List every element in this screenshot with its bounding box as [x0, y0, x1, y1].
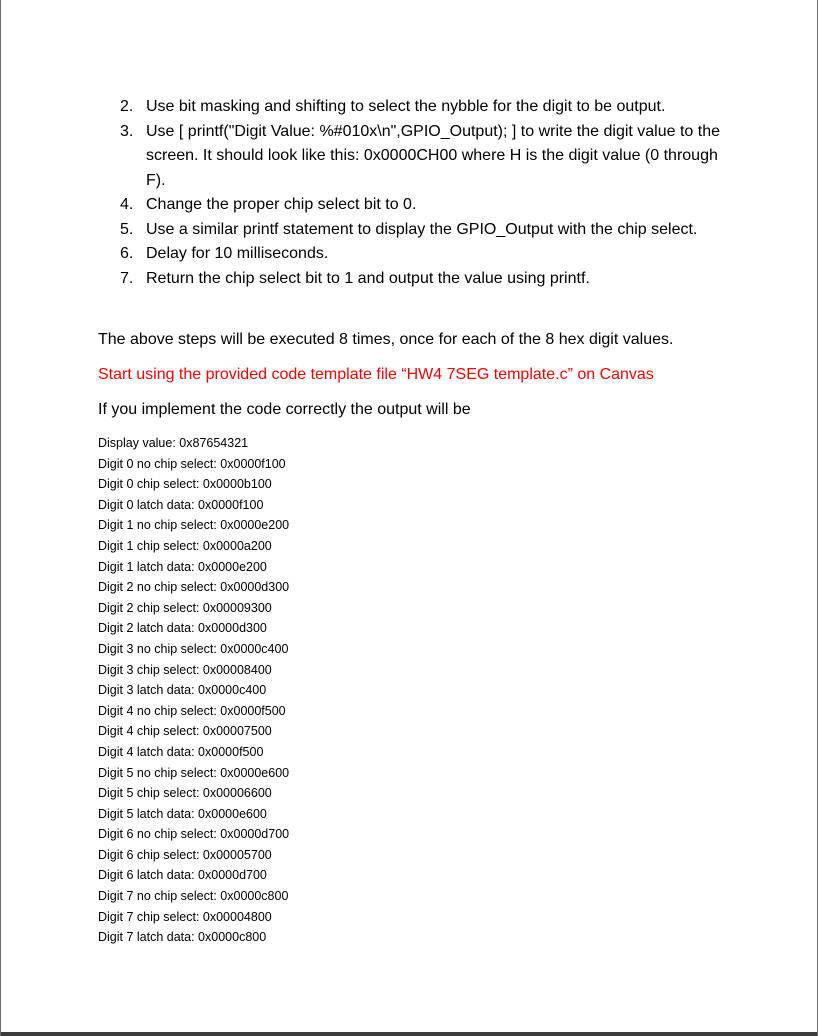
output-line: Digit 3 no chip select: 0x0000c400: [98, 641, 289, 656]
step-item: [98, 120, 738, 194]
step-text: Return the chip select bit to 1 and output the value using printf.: [146, 269, 590, 287]
step-number: 5.: [120, 220, 134, 238]
output-intro-paragraph: If you implement the code correctly the output will be: [98, 401, 471, 418]
output-line: Digit 3 chip select: 0x00008400: [98, 662, 272, 677]
output-line: Digit 5 no chip select: 0x0000e600: [98, 765, 290, 780]
repeat-paragraph: The above steps will be executed 8 times, once for each of the 8 hex digit values.: [98, 331, 674, 348]
page-bottom-border: [1, 1032, 817, 1036]
step-item: [98, 267, 738, 292]
output-line: Digit 7 latch data: 0x0000c800: [98, 930, 267, 945]
step-text: Use [ printf("Digit Value: %#010x\n",GPIO_Output); ] to write the digit value to the screen. It should look like this: 0x0000CH00 where H is the digit value (0 through F).: [146, 122, 721, 189]
output-line: Digit 7 no chip select: 0x0000c800: [98, 889, 289, 904]
output-line: Digit 4 chip select: 0x00007500: [98, 724, 272, 739]
output-line: Digit 1 no chip select: 0x0000e200: [98, 518, 290, 533]
output-line: Digit 1 chip select: 0x0000a200: [98, 538, 272, 553]
step-text: Use a similar printf statement to display the GPIO_Output with the chip select.: [146, 220, 698, 238]
output-line: Digit 3 latch data: 0x0000c400: [98, 683, 267, 698]
step-text: Delay for 10 milliseconds.: [146, 245, 329, 262]
output-line: Digit 0 chip select: 0x0000b100: [98, 477, 272, 492]
output-line: Digit 4 latch data: 0x0000f500: [98, 744, 264, 759]
step-text: Use bit masking and shifting to select the nybble for the digit to be output.: [146, 98, 666, 115]
step-number: 2.: [120, 98, 134, 115]
output-line: Digit 6 no chip select: 0x0000d700: [98, 827, 290, 842]
output-line: Digit 2 latch data: 0x0000d300: [98, 621, 267, 636]
template-notice: Start using the provided code template file “HW4 7SEG template.c” on Canvas: [98, 366, 654, 383]
output-line: Digit 6 latch data: 0x0000d700: [98, 868, 267, 883]
output-line: Digit 1 latch data: 0x0000e200: [98, 559, 267, 574]
output-line: Digit 2 no chip select: 0x0000d300: [98, 580, 290, 595]
step-item: [98, 193, 738, 218]
output-line: Display value: 0x87654321: [98, 436, 249, 450]
step-number: 7.: [120, 269, 134, 287]
expected-output-list: [98, 433, 498, 948]
output-line: Digit 5 latch data: 0x0000e600: [98, 806, 267, 821]
output-line: Digit 6 chip select: 0x00005700: [98, 847, 272, 862]
step-item: [98, 95, 738, 120]
step-number: 3.: [120, 122, 134, 140]
instruction-steps-list: [98, 95, 738, 291]
step-item: [98, 218, 738, 243]
output-line: Digit 2 chip select: 0x00009300: [98, 600, 272, 615]
step-number: 6.: [120, 245, 134, 262]
step-number: 4.: [120, 196, 134, 213]
output-line: Digit 0 no chip select: 0x0000f100: [98, 456, 286, 471]
output-line: Digit 5 chip select: 0x00006600: [98, 786, 272, 801]
step-item: [98, 242, 738, 267]
step-text: Change the proper chip select bit to 0.: [146, 196, 417, 213]
output-line: Digit 7 chip select: 0x00004800: [98, 909, 272, 924]
output-line: Digit 0 latch data: 0x0000f100: [98, 497, 264, 512]
output-line: Digit 4 no chip select: 0x0000f500: [98, 703, 286, 718]
